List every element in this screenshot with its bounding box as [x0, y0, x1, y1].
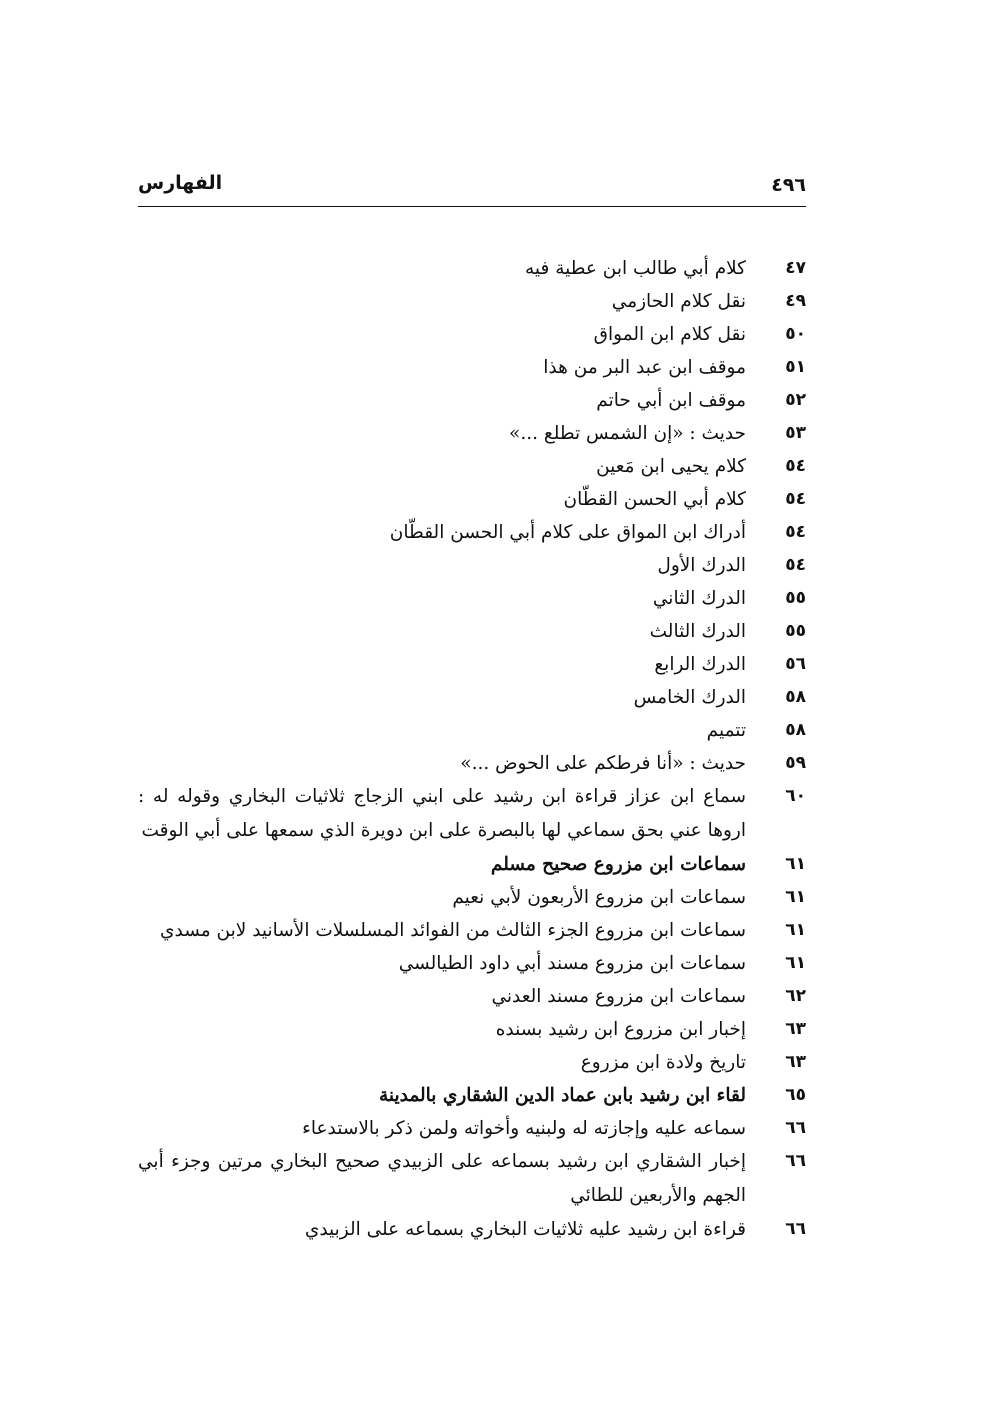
- entry-title: تتميم: [706, 720, 746, 741]
- index-entry: [138, 483, 806, 516]
- entry-page-number: ٦٣: [785, 1019, 806, 1039]
- entry-page-number: ٦٦: [785, 1118, 806, 1138]
- index-entry: [138, 914, 806, 947]
- index-entry: [138, 1046, 806, 1079]
- entry-title: سماعات ابن مزروع الأربعون لأبي نعيم: [452, 887, 746, 908]
- entry-title: الدرك الأول: [657, 555, 746, 576]
- index-entry: [138, 947, 806, 980]
- index-entry: [138, 1013, 806, 1046]
- entry-title: موقف ابن عبد البر من هذا: [543, 357, 746, 378]
- index-entry: [138, 780, 806, 848]
- index-entry: [138, 980, 806, 1013]
- entry-title: الدرك الثالث: [649, 621, 746, 642]
- index-entry: [138, 384, 806, 417]
- entry-title: كلام أبي الحسن القطّان: [563, 489, 746, 510]
- entry-title: كلام أبي طالب ابن عطية فيه: [524, 258, 746, 279]
- entry-page-number: ٦٥: [785, 1085, 806, 1105]
- entry-title: سماعات ابن مزروع مسند أبي داود الطيالسي: [398, 953, 746, 974]
- entry-page-number: ٦١: [785, 887, 806, 907]
- entry-title: قراءة ابن رشيد عليه ثلاثيات البخاري بسماعه على الزبيدي: [304, 1219, 746, 1240]
- entry-page-number: ٦٢: [785, 986, 806, 1006]
- entry-title: سماع ابن عزاز قراءة ابن رشيد على ابني الزجاج ثلاثيات البخاري وقوله له : اروها عني بحق سماعي لها بالبصرة على ابن دويرة الذي سمعها على أبي الوقت: [138, 786, 746, 841]
- index-entry: [138, 417, 806, 450]
- index-entry: [138, 648, 806, 681]
- entry-title: سماعات ابن مزروع صحيح مسلم: [490, 854, 746, 875]
- entry-page-number: ٥٤: [785, 456, 806, 476]
- entry-page-number: ٦٦: [785, 1151, 806, 1171]
- index-entry: [138, 1112, 806, 1145]
- entry-title: الدرك الرابع: [654, 654, 746, 675]
- index-list: [138, 252, 806, 1246]
- entry-page-number: ٥٠: [785, 324, 806, 344]
- entry-page-number: ٥٤: [785, 489, 806, 509]
- index-entry: [138, 285, 806, 318]
- index-entry: [138, 881, 806, 914]
- entry-page-number: ٥٢: [785, 390, 806, 410]
- entry-title: حديث : «إن الشمس تطلع ...»: [509, 423, 746, 444]
- entry-title: لقاء ابن رشيد بابن عماد الدين الشقاري بالمدينة: [378, 1085, 746, 1106]
- section-title: الفهارس: [138, 172, 223, 194]
- entry-title: الدرك الثاني: [652, 588, 746, 609]
- entry-title: إخبار الشقاري ابن رشيد بسماعه على الزبيدي صحيح البخاري مرتين وجزء أبي الجهم والأربعين للطائي: [138, 1151, 746, 1206]
- entry-title: موقف ابن أبي حاتم: [596, 390, 746, 411]
- entry-title: تاريخ ولادة ابن مزروع: [580, 1052, 746, 1073]
- page-number: ٤٩٦: [771, 174, 806, 196]
- index-entry: [138, 1213, 806, 1246]
- entry-title: نقل كلام الحازمي: [611, 291, 746, 312]
- index-entry: [138, 582, 806, 615]
- entry-page-number: ٦١: [785, 854, 806, 874]
- entry-title: سماعات ابن مزروع مسند العدني: [491, 986, 746, 1007]
- entry-page-number: ٦٣: [785, 1052, 806, 1072]
- entry-page-number: ٥٨: [785, 687, 806, 707]
- entry-title: إخبار ابن مزروع ابن رشيد بسنده: [495, 1019, 746, 1040]
- index-entry: [138, 516, 806, 549]
- entry-page-number: ٥٩: [785, 753, 806, 773]
- header-rule: [138, 206, 806, 207]
- entry-page-number: ٤٧: [785, 258, 806, 278]
- entry-page-number: ٥١: [785, 357, 806, 377]
- entry-page-number: ٦٠: [785, 786, 806, 806]
- entry-page-number: ٥٥: [785, 588, 806, 608]
- index-entry: [138, 450, 806, 483]
- index-entry: [138, 714, 806, 747]
- entry-title: كلام يحيى ابن مَعين: [596, 456, 746, 477]
- index-entry: [138, 1145, 806, 1213]
- index-entry: [138, 681, 806, 714]
- entry-page-number: ٦١: [785, 953, 806, 973]
- entry-title: أدراك ابن المواق على كلام أبي الحسن القطّان: [389, 522, 746, 543]
- entry-page-number: ٥٥: [785, 621, 806, 641]
- index-entry-heading: [138, 848, 806, 881]
- entry-page-number: ٥٨: [785, 720, 806, 740]
- entry-title: سماعه عليه وإجازته له ولبنيه وأخواته ولمن ذكر بالاستدعاء: [302, 1118, 746, 1139]
- index-entry: [138, 318, 806, 351]
- page-header: [138, 170, 806, 206]
- index-entry-heading: [138, 1079, 806, 1112]
- entry-page-number: ٥٤: [785, 555, 806, 575]
- index-entry: [138, 549, 806, 582]
- entry-title: نقل كلام ابن المواق: [593, 324, 746, 345]
- index-entry: [138, 615, 806, 648]
- entry-title: سماعات ابن مزروع الجزء الثالث من الفوائد المسلسلات الأسانيد لابن مسدي: [160, 920, 746, 941]
- entry-page-number: ٦٦: [785, 1219, 806, 1239]
- index-entry: [138, 747, 806, 780]
- entry-page-number: ٦١: [785, 920, 806, 940]
- entry-page-number: ٤٩: [785, 291, 806, 311]
- entry-title: الدرك الخامس: [633, 687, 746, 708]
- entry-title: حديث : «أنا فرطكم على الحوض ...»: [460, 753, 746, 774]
- entry-page-number: ٥٦: [785, 654, 806, 674]
- index-entry: [138, 252, 806, 285]
- entry-page-number: ٥٣: [785, 423, 806, 443]
- entry-page-number: ٥٤: [785, 522, 806, 542]
- index-entry: [138, 351, 806, 384]
